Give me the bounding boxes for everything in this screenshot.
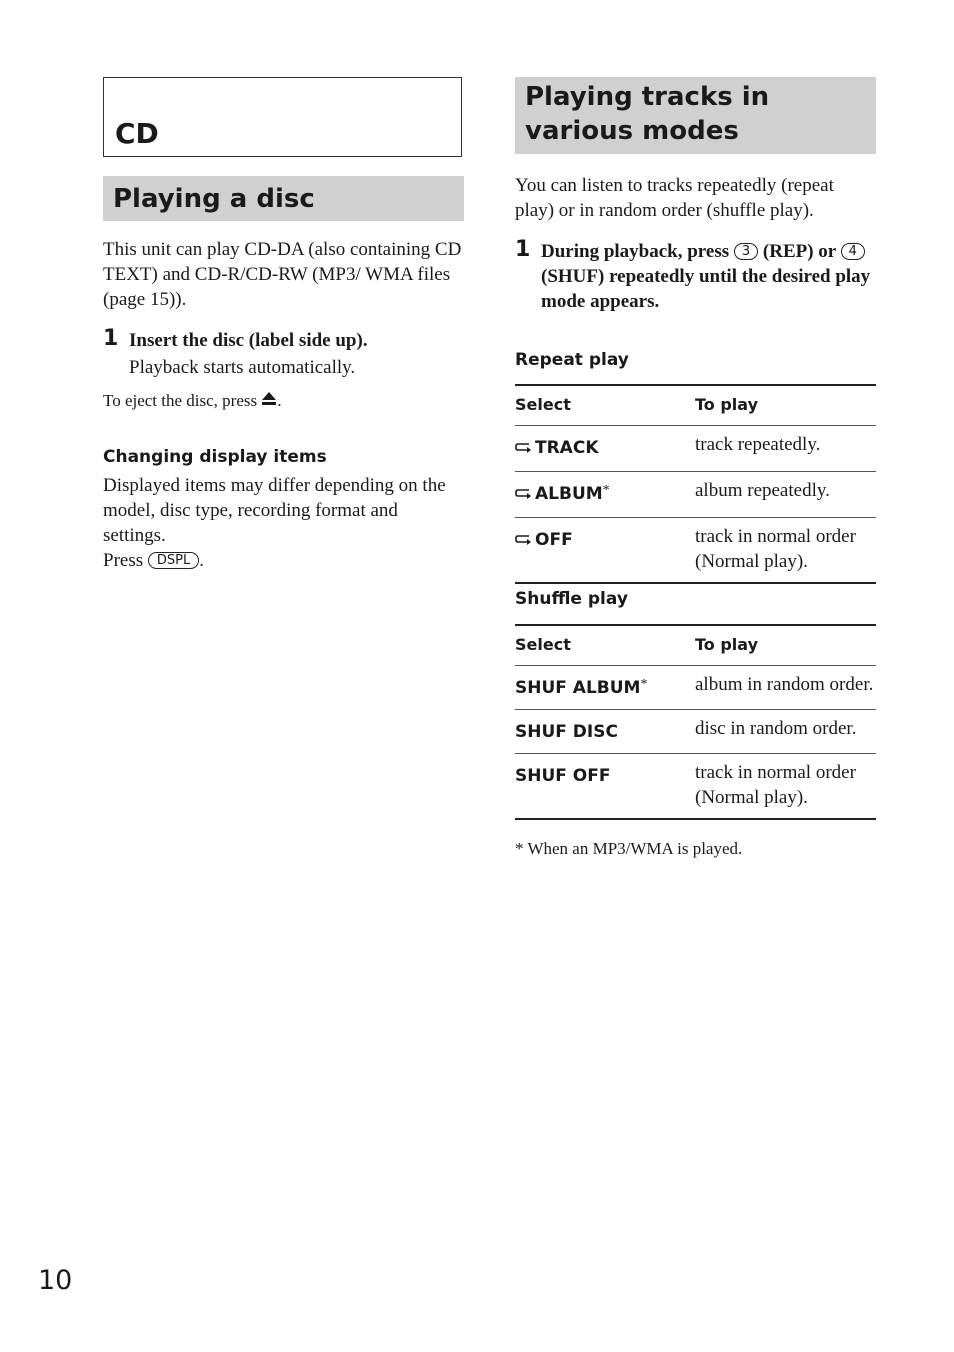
display-items-heading: Changing display items (103, 447, 327, 467)
footnote: * When an MP3/WMA is played. (515, 839, 743, 858)
eject-icon (261, 391, 277, 410)
select-label: SHUF OFF (515, 766, 611, 786)
repeat-play-heading: Repeat play (515, 350, 629, 370)
select-cell (515, 666, 695, 710)
step-part3: (SHUF) repeatedly until the desired play mode appears. (541, 266, 871, 312)
press-dspl-line (103, 548, 464, 573)
footnote-star: * (640, 677, 648, 692)
repeat-play-table (515, 384, 876, 584)
eject-suffix: . (277, 391, 282, 410)
page-number: 10 (38, 1265, 73, 1296)
section-heading-various-modes: Playing tracks in various modes (515, 77, 876, 154)
display-items-text: Displayed items may differ depending on the model, disc type, recording format and settings. (103, 475, 446, 546)
eject-instruction (103, 388, 464, 413)
col-select: Select (515, 635, 571, 654)
select-cell (515, 472, 695, 518)
step-text: Insert the disc (label side up). (129, 330, 368, 351)
table-header-row (515, 625, 876, 666)
modes-step-text (541, 239, 876, 314)
col-to-play: To play (695, 395, 759, 414)
select-cell (515, 426, 695, 472)
step-part2: (REP) or (762, 241, 836, 262)
play-cell: track repeatedly. (695, 434, 821, 455)
modes-intro: You can listen to tracks repeatedly (repeat play) or in random order (shuffle play). (515, 175, 834, 221)
footnote-star: * (602, 483, 610, 498)
chapter-title: CD (115, 117, 159, 150)
select-label: ALBUM (535, 484, 603, 504)
key-4: 4 (841, 243, 865, 260)
col-to-play: To play (695, 635, 759, 654)
press-prefix: Press (103, 550, 144, 571)
section-heading-playing-disc: Playing a disc (103, 176, 464, 221)
play-cell: album in random order. (695, 674, 874, 695)
step-number: 1 (515, 237, 531, 262)
repeat-icon (515, 484, 535, 509)
eject-prefix: To eject the disc, press (103, 391, 258, 410)
dspl-key: DSPL (148, 552, 199, 569)
table-row (515, 518, 876, 584)
play-cell: track in normal order (Normal play). (695, 526, 856, 572)
key-3: 3 (734, 243, 758, 260)
play-cell: album repeatedly. (695, 480, 830, 501)
repeat-icon (515, 530, 535, 555)
table-header-row (515, 385, 876, 426)
select-cell (515, 518, 695, 584)
col-select: Select (515, 395, 571, 414)
step-part1: During playback, press (541, 241, 730, 262)
select-label: OFF (535, 530, 573, 550)
table-row (515, 754, 876, 820)
step-detail: Playback starts automatically. (129, 357, 356, 378)
repeat-icon (515, 438, 535, 463)
table-row (515, 666, 876, 710)
table-row (515, 472, 876, 518)
select-label: TRACK (535, 438, 599, 458)
select-label: SHUF DISC (515, 722, 618, 742)
table-row (515, 426, 876, 472)
intro-paragraph: This unit can play CD-DA (also containing CD TEXT) and CD-R/CD-RW (MP3/ WMA files (page 15)). (103, 239, 462, 310)
chapter-box (103, 77, 462, 157)
shuffle-play-heading: Shuffle play (515, 589, 628, 609)
select-cell (515, 710, 695, 754)
step-number: 1 (103, 326, 119, 351)
table-row (515, 710, 876, 754)
select-label: SHUF ALBUM (515, 678, 641, 698)
select-cell (515, 754, 695, 820)
press-suffix: . (199, 550, 204, 571)
play-cell: disc in random order. (695, 718, 857, 739)
shuffle-play-table (515, 624, 876, 820)
play-cell: track in normal order (Normal play). (695, 762, 856, 808)
